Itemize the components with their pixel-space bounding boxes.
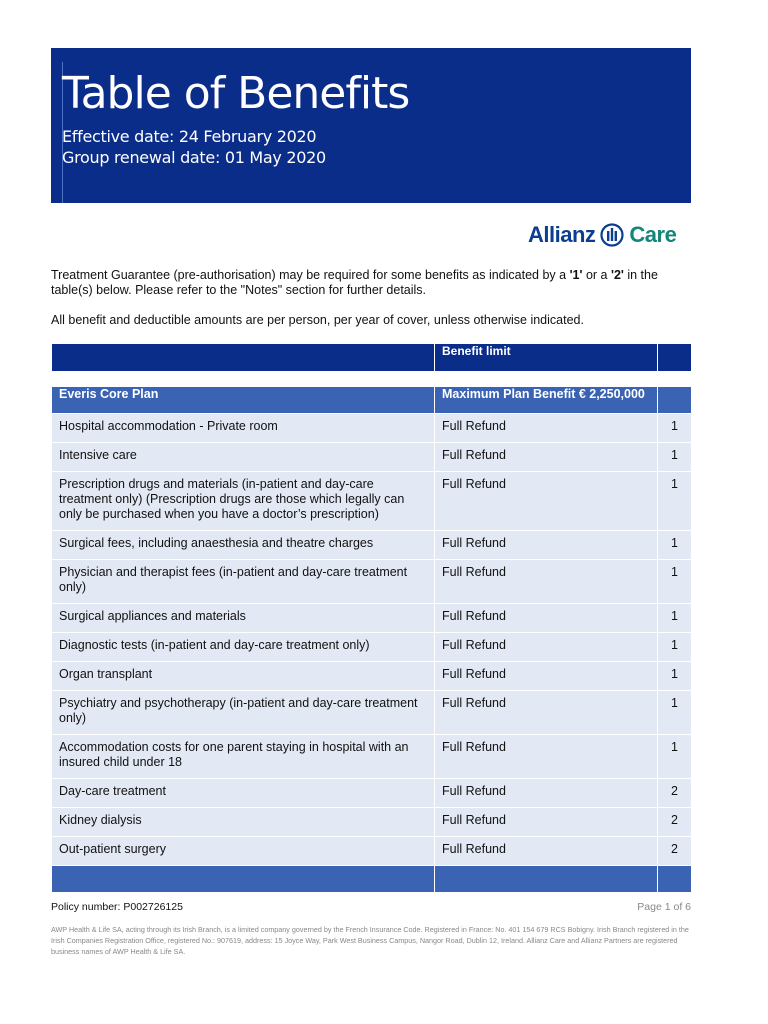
table-row <box>52 837 692 866</box>
table-row <box>52 414 692 443</box>
guarantee-code: 1 <box>658 472 692 531</box>
guarantee-code: 1 <box>658 443 692 472</box>
plan-limit: Maximum Plan Benefit € 2,250,000 <box>435 387 658 414</box>
intro-text-a: Treatment Guarantee (pre-authorisation) may be required for some benefits as indicated by a <box>51 268 570 282</box>
table-footer-row <box>52 866 692 893</box>
table-row <box>52 633 692 662</box>
guarantee-code: 1 <box>658 633 692 662</box>
benefit-name: Accommodation costs for one parent staying in hospital with an insured child under 18 <box>52 735 435 779</box>
guarantee-code: 1 <box>658 560 692 604</box>
plan-row <box>52 387 692 414</box>
benefit-limit: Full Refund <box>435 633 658 662</box>
guarantee-code: 2 <box>658 837 692 866</box>
benefit-limit: Full Refund <box>435 414 658 443</box>
benefit-name: Prescription drugs and materials (in-patient and day-care treatment only) (Prescription drugs are those which legally can only be purchased when you have a doctor’s prescription) <box>52 472 435 531</box>
intro-code-1: '1' <box>569 268 583 282</box>
benefit-name: Day-care treatment <box>52 779 435 808</box>
guarantee-code: 1 <box>658 662 692 691</box>
benefit-limit: Full Refund <box>435 735 658 779</box>
table-row <box>52 808 692 837</box>
intro-amounts-note: All benefit and deductible amounts are per person, per year of cover, unless otherwise indicated. <box>51 313 584 327</box>
plan-name: Everis Core Plan <box>52 387 435 414</box>
table-row <box>52 735 692 779</box>
benefit-limit: Full Refund <box>435 604 658 633</box>
footer-cell <box>658 866 692 893</box>
guarantee-code: 1 <box>658 691 692 735</box>
benefit-name: Intensive care <box>52 443 435 472</box>
benefit-limit: Full Refund <box>435 662 658 691</box>
benefit-name: Diagnostic tests (in-patient and day-care treatment only) <box>52 633 435 662</box>
benefit-name: Psychiatry and psychotherapy (in-patient and day-care treatment only) <box>52 691 435 735</box>
intro-treatment-guarantee <box>51 268 691 298</box>
legal-disclaimer: AWP Health & Life SA, acting through its Irish Branch, is a limited company governed by the French Insurance Code. Registered in France: No. 401 154 679 RCS Bobigny. Irish Branch registered in the Irish Companies Registration Office, registered No.: 907619, address: 15 Joyce Way, Park West Business Campus, Nangor Road, Dublin 12, Ireland. Allianz Care and Allianz Partners are registered business names of AWP Health & Life SA. <box>51 925 689 956</box>
intro-text-c: in the table(s) below. Please refer to the "Notes" section for further details. <box>51 268 658 297</box>
benefit-name: Organ transplant <box>52 662 435 691</box>
benefit-limit: Full Refund <box>435 837 658 866</box>
footer-cell <box>435 866 658 893</box>
table-row <box>52 443 692 472</box>
guarantee-code: 2 <box>658 779 692 808</box>
logo-word-allianz: Allianz <box>528 222 596 247</box>
guarantee-code: 1 <box>658 604 692 633</box>
benefit-name: Out-patient surgery <box>52 837 435 866</box>
header-cell-note <box>658 344 692 372</box>
table-row <box>52 691 692 735</box>
table-row <box>52 560 692 604</box>
renewal-date: Group renewal date: 01 May 2020 <box>62 148 326 167</box>
benefits-table <box>51 343 692 893</box>
benefit-name: Surgical fees, including anaesthesia and theatre charges <box>52 531 435 560</box>
page-number: Page 1 of 6 <box>637 901 691 913</box>
benefit-limit: Full Refund <box>435 691 658 735</box>
table-header-row <box>52 344 692 372</box>
intro-code-2: '2' <box>610 268 624 282</box>
title-banner <box>51 48 691 203</box>
table-row <box>52 604 692 633</box>
guarantee-code: 1 <box>658 735 692 779</box>
plan-note-cell <box>658 387 692 414</box>
benefit-limit: Full Refund <box>435 779 658 808</box>
header-cell-limit: Benefit limit <box>435 344 658 372</box>
table-row <box>52 531 692 560</box>
header-cell-benefit <box>52 344 435 372</box>
guarantee-code: 2 <box>658 808 692 837</box>
page-title: Table of Benefits <box>62 68 410 119</box>
effective-date: Effective date: 24 February 2020 <box>62 127 317 146</box>
guarantee-code: 1 <box>658 531 692 560</box>
allianz-eagle-icon <box>600 223 624 247</box>
logo-word-care: Care <box>629 222 677 247</box>
benefit-limit: Full Refund <box>435 531 658 560</box>
table-row <box>52 472 692 531</box>
table-row <box>52 779 692 808</box>
benefit-limit: Full Refund <box>435 472 658 531</box>
policy-number: Policy number: P002726125 <box>51 901 183 913</box>
footer-cell <box>52 866 435 893</box>
table-row <box>52 662 692 691</box>
benefit-name: Kidney dialysis <box>52 808 435 837</box>
benefit-limit: Full Refund <box>435 443 658 472</box>
benefit-limit: Full Refund <box>435 560 658 604</box>
allianz-care-logo <box>528 221 676 249</box>
intro-text-b: or a <box>582 268 611 282</box>
guarantee-code: 1 <box>658 414 692 443</box>
benefit-name: Hospital accommodation - Private room <box>52 414 435 443</box>
table-spacer <box>52 372 692 387</box>
benefit-name: Surgical appliances and materials <box>52 604 435 633</box>
benefit-limit: Full Refund <box>435 808 658 837</box>
benefit-name: Physician and therapist fees (in-patient and day-care treatment only) <box>52 560 435 604</box>
